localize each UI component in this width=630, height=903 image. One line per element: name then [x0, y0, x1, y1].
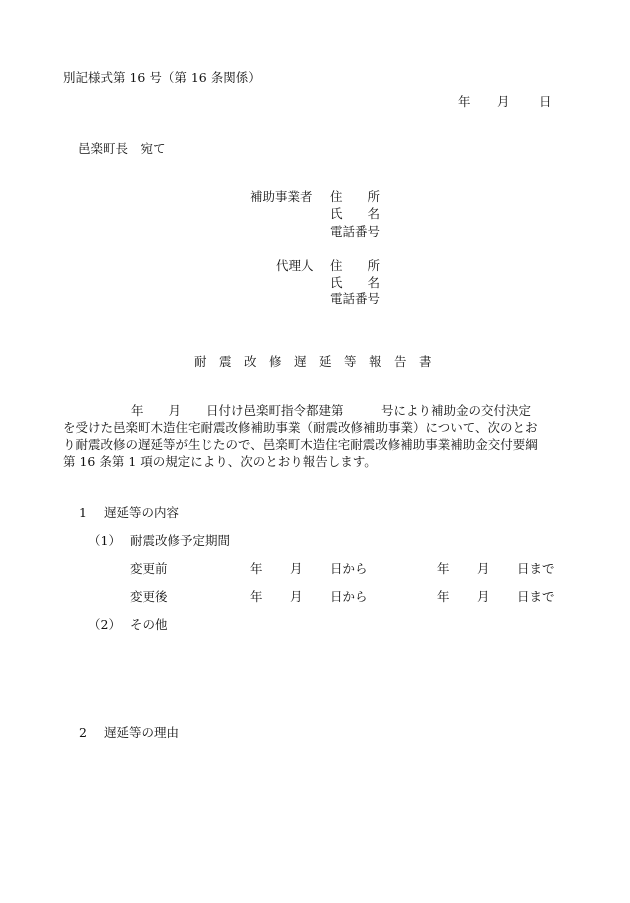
agent-phone-label: 電話番号: [330, 291, 381, 306]
agent-label: 代理人: [276, 258, 314, 273]
section-2-heading: 遅延等の理由: [104, 725, 180, 740]
applicant-phone-label: 電話番号: [330, 224, 381, 239]
subsection-2-heading: その他: [130, 617, 168, 632]
period-to-year: 年: [437, 561, 450, 576]
section-1-number: 1: [79, 505, 87, 520]
body-line: り耐震改修の遅延等が生じたので、邑楽町木造住宅耐震改修補助事業補助金交付要綱: [63, 437, 538, 452]
body-line: 第 16 条第 1 項の規定により、次のとおり報告します。: [63, 454, 377, 469]
period-to-day: 日まで: [517, 589, 555, 604]
document-title: 耐震改修遅延等報告書: [194, 354, 445, 369]
body-line: 年 月 日付け邑楽町指令都建第 号により補助金の交付決定: [131, 403, 532, 418]
period-to-month: 月: [477, 561, 490, 576]
subsection-1-heading: 耐震改修予定期間: [130, 533, 231, 548]
agent-address-label: 住 所: [330, 258, 381, 273]
subsection-1-number: （1）: [88, 533, 121, 548]
agent-name-label: 氏 名: [330, 275, 381, 290]
period-from-day: 日から: [330, 589, 368, 604]
date-month-label: 月: [497, 94, 510, 109]
period-from-month: 月: [290, 589, 303, 604]
date-day-label: 日: [539, 94, 552, 109]
subsection-2-number: （2）: [88, 617, 121, 632]
body-paragraph: [63, 402, 568, 470]
period-to-month: 月: [477, 589, 490, 604]
addressee: 邑楽町長 宛て: [78, 141, 166, 156]
period-from-year: 年: [250, 561, 263, 576]
applicant-address-label: 住 所: [330, 189, 381, 204]
period-to-year: 年: [437, 589, 450, 604]
period-row-label: 変更前: [130, 561, 168, 576]
period-from-month: 月: [290, 561, 303, 576]
section-2-number: 2: [79, 725, 87, 740]
form-label: 別記様式第 16 号（第 16 条関係）: [63, 70, 261, 85]
section-1-heading: 遅延等の内容: [104, 505, 180, 520]
period-to-day: 日まで: [517, 561, 555, 576]
applicant-name-label: 氏 名: [330, 206, 381, 221]
period-from-year: 年: [250, 589, 263, 604]
applicant-label: 補助事業者: [250, 189, 313, 204]
period-from-day: 日から: [330, 561, 368, 576]
date-year-label: 年: [458, 94, 471, 109]
period-row-label: 変更後: [130, 589, 168, 604]
body-line: を受けた邑楽町木造住宅耐震改修補助事業（耐震改修補助事業）について、次のとお: [63, 420, 538, 435]
